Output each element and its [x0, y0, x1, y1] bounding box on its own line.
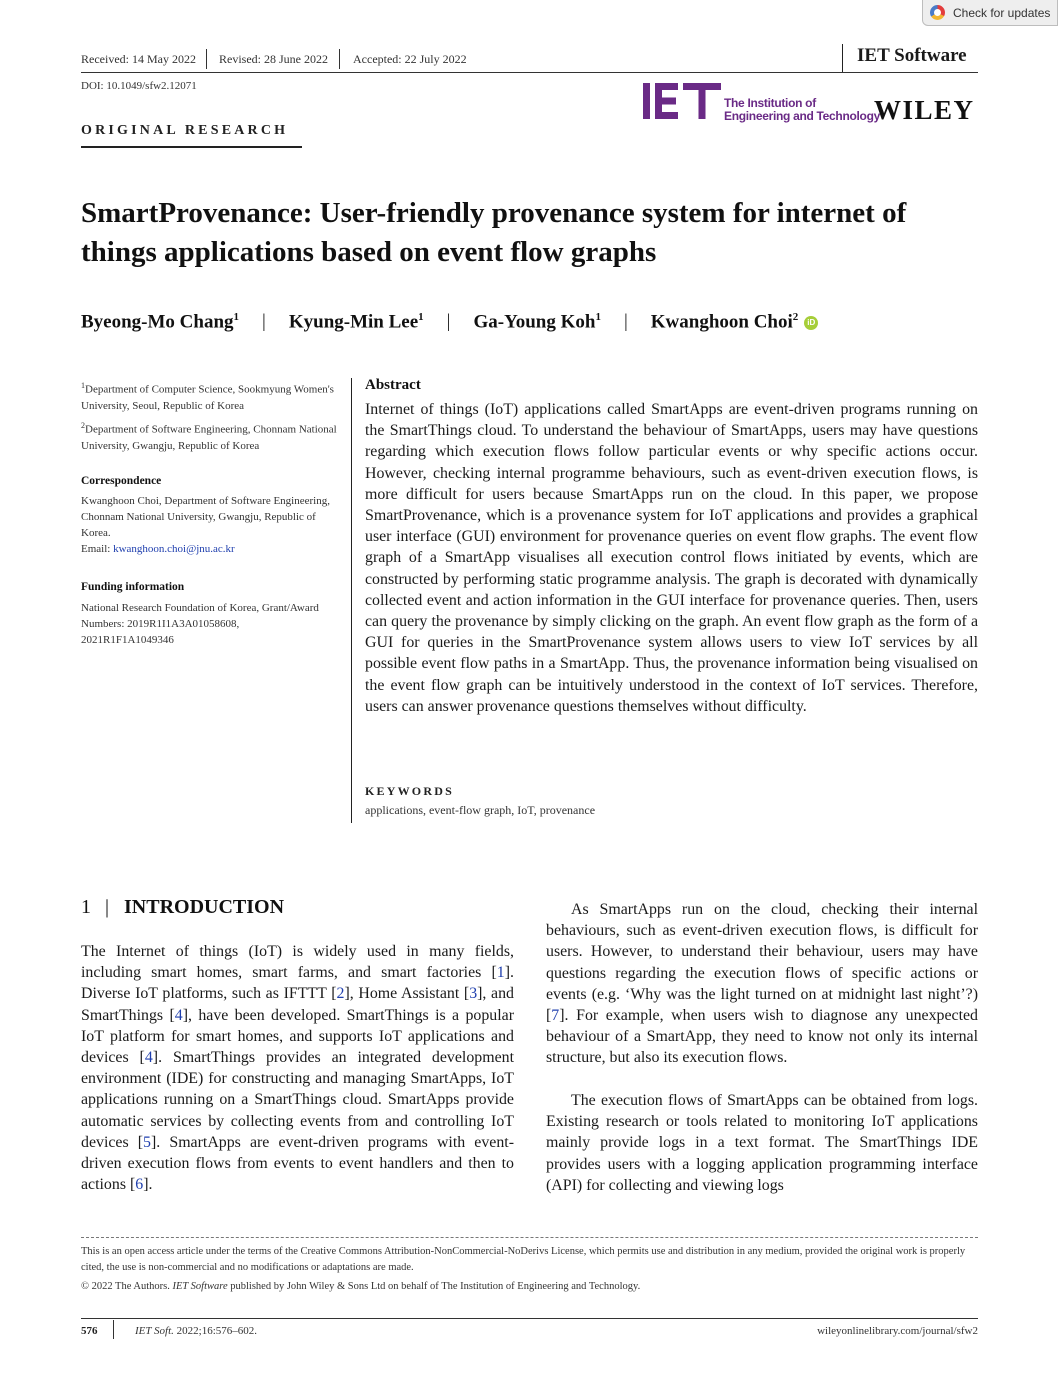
citation: IET Soft. 2022;16:576–602. — [135, 1325, 258, 1337]
citation-link[interactable]: 5 — [143, 1133, 151, 1151]
crossmark-icon — [930, 5, 945, 20]
copyright-text: © 2022 The Authors. IET Software published by John Wiley & Sons Ltd on behalf of The Institution of Engineering and Technology. — [81, 1281, 641, 1292]
author[interactable]: Ga-Young Koh$^1$ — [473, 311, 601, 333]
intro-paragraph: The Internet of things (IoT) is widely used in many fields, including smart homes, smart farms, and smart factories [1]. Diverse IoT platforms, such as IFTTT [2], Home Assistant [3], and SmartThings [4], have been developed. SmartThings is a popular IoT platform for smart homes, and supports IoT applications and devices [4]. SmartThings provides an integrated development environment (IDE) for constructing and managing SmartApps, IoT applications running on a SmartThings cloud. SmartApps provide automatic services by collecting events from and controlling IoT devices [5]. SmartApps are event-driven programs with event-driven execution flows from events to event handlers and then to actions [6]. — [81, 943, 515, 1194]
check-for-updates-button[interactable] — [922, 0, 1058, 26]
journal-divider — [842, 44, 843, 72]
funding-text: National Research Foundation of Korea, Grant/Award Numbers: 2019R1I1A3A01058608, 2021R1F1A1049346 — [81, 602, 319, 646]
intro-paragraph: As SmartApps run on the cloud, checking their internal behaviours, such as event-driven execution flows, is difficult for users. However, to understand their behaviour, users may have questions regarding the execution flows of specific actions or events (e.g. ‘Why was the light turned on at midnight last night’?) [7]. For example, when users wish to diagnose any unexpected behaviour of a SmartApp, they need to know not only its internal structure, but also its execution flows. — [546, 901, 978, 1067]
iet-logo — [643, 83, 723, 119]
abstract-divider — [351, 378, 352, 823]
doi: DOI: 10.1049/sfw2.12071 — [81, 80, 197, 92]
journal-name: IET Software — [857, 45, 967, 66]
header-divider — [339, 49, 340, 69]
author-separator: | — [623, 311, 628, 333]
intro-paragraph: The execution flows of SmartApps can be obtained from logs. Existing research or tools related to monitoring IoT applications mainly provide logs in a text format. The SmartThings IDE provides users with a logging application programming interface (API) for collecting and viewing logs — [546, 1092, 978, 1194]
header-rule — [81, 72, 978, 73]
orcid-icon[interactable]: iD — [804, 316, 818, 330]
author-separator: | — [446, 311, 451, 333]
section-label-underline — [81, 146, 302, 148]
author[interactable]: Kyung-Min Lee$^1$ — [288, 311, 424, 333]
header-divider — [206, 49, 207, 69]
abstract-text: Internet of things (IoT) applications called SmartApps are event-driven programs running on the SmartThings cloud. To understand the behaviour of SmartApps, users may have questions regarding which execution flows follow particular events or why specific actions occur. However, checking internal programme behaviours, such as event-driven execution flows, is more difficult for users because SmartApps run on the cloud. In this paper, we propose SmartProvenance, which is a provenance system for IoT applications and provides a graphical user interface (GUI) environment for provenance queries on event flow graphs. The event flow graph of a SmartApp visualises all execution control flows initiated by events, which are constructed by performing static programme analysis. The graph is decorated with dynamically collected event and action information in the GUI interface for provenance queries. Then, users can query the provenance by simply clicking on the graph. An event flow graph as the form of a GUI for queries in the SmartProvenance system allows users to view IoT services by all possible event flow paths in a SmartApp. Thus, the provenance information being visualised on the event flow graph can be intuitively understood in the context of IoT services. Therefore, users can answer provenance questions themselves without difficulty. — [365, 401, 978, 715]
email-link[interactable]: kwanghoon.choi@jnu.ac.kr — [113, 543, 235, 555]
citation-link[interactable]: 3 — [469, 985, 478, 1003]
citation-link[interactable]: 7 — [551, 1007, 560, 1025]
iet-name-line-2: Engineering and Technology — [724, 109, 880, 123]
affiliation-1: $^1$Department of Computer Science, Sookmyung Women's University, Seoul, Republic of Korea — [81, 381, 334, 412]
author[interactable]: Kwanghoon Choi$^2$ — [650, 311, 799, 333]
affiliation-2: $^2$Department of Software Engineering, Chonnam National University, Gwangju, Republic of Korea — [81, 421, 337, 452]
check-for-updates-label: Check for updates — [953, 5, 1051, 20]
funding-heading: Funding information — [81, 581, 185, 593]
page-number: 576 — [81, 1325, 98, 1337]
citation-link[interactable]: 6 — [135, 1176, 144, 1194]
received-date: Received: 14 May 2022 — [81, 52, 196, 66]
citation-link[interactable]: 1 — [496, 964, 505, 982]
footer-rule — [81, 1318, 978, 1319]
correspondence-heading: Correspondence — [81, 475, 162, 487]
abstract-heading: Abstract — [365, 377, 421, 393]
correspondence-text: Kwanghoon Choi, Department of Software Engineering, Chonnam National University, Gwangju, Republic of Korea. Email: kwanghoon.choi@jnu.ac.kr — [81, 495, 330, 555]
accepted-date: Accepted: 22 July 2022 — [353, 52, 467, 66]
section-label: ORIGINAL RESEARCH — [81, 123, 289, 138]
iet-name — [724, 97, 880, 123]
citation-link[interactable]: 2 — [336, 985, 345, 1003]
author[interactable]: Byeong-Mo Chang$^1$ — [81, 311, 240, 333]
author-separator: | — [262, 311, 266, 333]
citation-link[interactable]: 4 — [174, 1006, 183, 1024]
footnote-rule — [81, 1237, 978, 1238]
article-title: SmartProvenance: User-friendly provenance system for internet of things applications based on event flow graphs — [81, 197, 907, 268]
journal-url[interactable]: wileyonlinelibrary.com/journal/sfw2 — [817, 1325, 978, 1337]
revised-date: Revised: 28 June 2022 — [219, 52, 328, 66]
wiley-logo: WILEY — [874, 95, 975, 125]
keywords-text: applications, event-flow graph, IoT, provenance — [365, 803, 596, 817]
iet-name-line-1: The Institution of — [724, 96, 816, 110]
intro-heading: 1 | INTRODUCTION — [81, 896, 285, 918]
footer-divider — [113, 1320, 114, 1339]
keywords-label: KEYWORDS — [365, 784, 454, 798]
citation-link[interactable]: 4 — [144, 1049, 153, 1067]
license-text: This is an open access article under the terms of the Creative Commons Attribution-NonCommercial-NoDerivs License, which permits use and distribution in any medium, provided the original work is properly cited, the use is non-commercial and no modifications or adaptations are made. — [81, 1246, 966, 1273]
author-list — [81, 311, 818, 333]
